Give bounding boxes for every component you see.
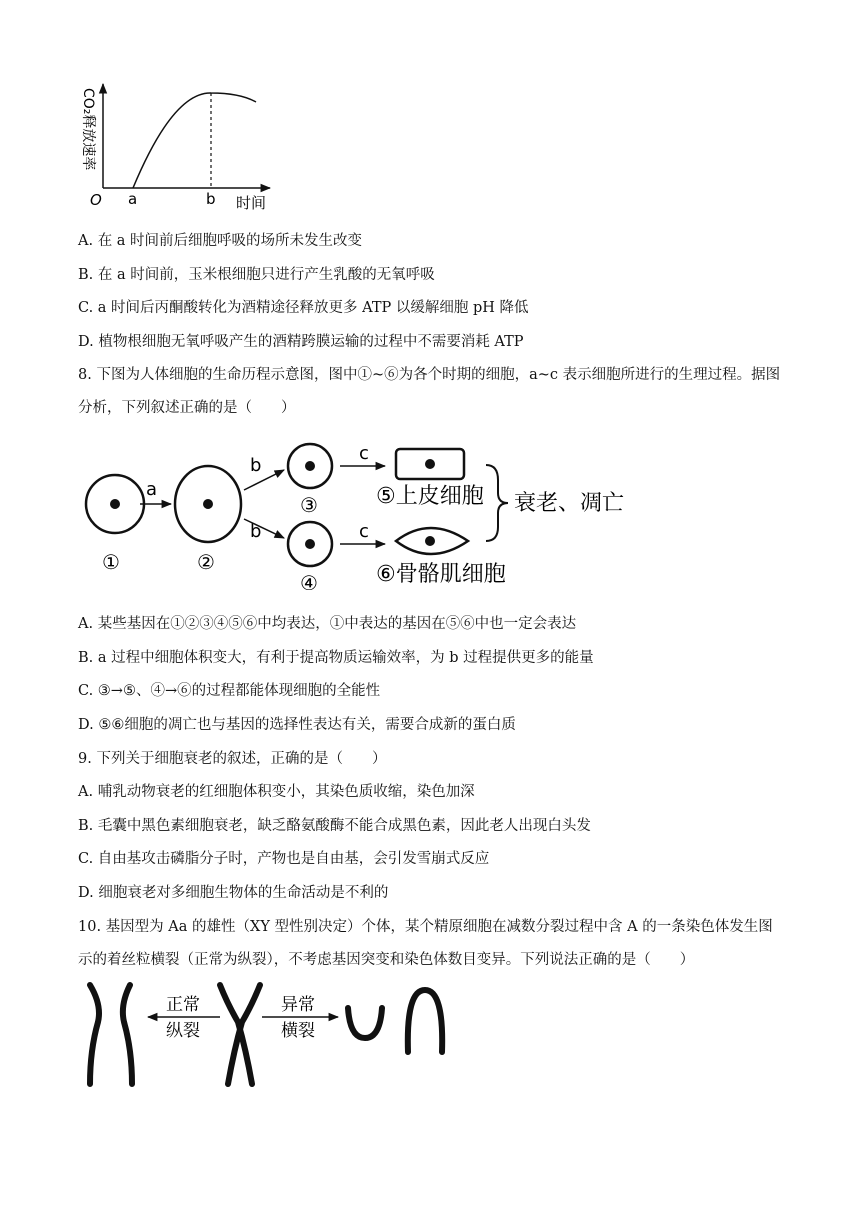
longitudinal-split-chromatids: [90, 985, 132, 1084]
chromosome-x: [220, 985, 260, 1084]
normal-label-1: 正常: [166, 995, 200, 1015]
q10-stem: 10. 基因型为 Aa 的雄性（XY 型性别决定）个体，某个精原细胞在减数分裂过程中含 A 的一条染色体发生图示的着丝粒横裂（正常为纵裂），不考虑基因突变和染色体数目变异。下列说法正确的是（ ）: [78, 919, 773, 968]
q8-option-c: C. ③→⑤、④→⑥的过程都能体现细胞的全能性: [78, 683, 381, 699]
q9-option-a: A. 哺乳动物衰老的红细胞体积变小，其染色质收缩，染色加深: [78, 784, 475, 800]
cell-3-label: ③: [300, 493, 318, 517]
arrow-c-lower-label: c: [359, 521, 369, 542]
cell-6-nucleus: [425, 536, 435, 546]
arrow-b-lower-label: b: [250, 521, 262, 542]
q9-stem: 9. 下列关于细胞衰老的叙述，正确的是（ ）: [78, 751, 387, 767]
arrow-b-upper-label: b: [250, 455, 262, 476]
x-axis-label: 时间: [236, 194, 267, 212]
q7-option-a: A. 在 a 时间前后细胞呼吸的场所未发生改变: [78, 233, 363, 249]
y-axis-label: CO₂释放速率: [80, 88, 96, 171]
q7-option-b: B. 在 a 时间前，玉米根细胞只进行产生乳酸的无氧呼吸: [78, 267, 435, 283]
transverse-split-upper: [408, 990, 442, 1052]
cell-1-nucleus: [110, 499, 120, 509]
rate-curve: [133, 93, 256, 188]
tick-a-label: a: [128, 190, 138, 208]
arrow-a-label: a: [146, 479, 158, 500]
q8-stem: 8. 下图为人体细胞的生命历程示意图，图中①~⑥为各个时期的细胞，a~c 表示细胞所进行的生理过程。据图分析，下列叙述正确的是（ ）: [78, 367, 781, 416]
tick-b-label: b: [206, 190, 216, 208]
q8-option-a: A. 某些基因在①②③④⑤⑥中均表达，①中表达的基因在⑤⑥中也一定会表达: [78, 616, 577, 632]
cell-5-nucleus: [425, 459, 435, 469]
right-brace: [486, 465, 508, 541]
q8-option-d: D. ⑤⑥细胞的凋亡也与基因的选择性表达有关，需要合成新的蛋白质: [78, 717, 516, 733]
cell-4-label: ④: [300, 571, 318, 590]
cell-2-nucleus: [203, 499, 213, 509]
q7-option-c: C. a 时间后丙酮酸转化为酒精途径释放更多 ATP 以缓解细胞 pH 降低: [78, 300, 529, 316]
cell-1-label: ①: [102, 550, 120, 574]
cell-4-nucleus: [305, 539, 315, 549]
origin-label: O: [90, 191, 102, 209]
q7-option-d: D. 植物根细胞无氧呼吸产生的酒精跨膜运输的过程中不需要消耗 ATP: [78, 334, 524, 350]
cell-3-nucleus: [305, 461, 315, 471]
normal-label-2: 纵裂: [166, 1021, 200, 1041]
cell-5-label: ⑤上皮细胞: [376, 484, 484, 509]
cell-6-label: ⑥骨骼肌细胞: [376, 562, 506, 587]
cell-lifecycle-diagram: [78, 435, 648, 590]
senescence-apoptosis-label: 衰老、凋亡: [514, 491, 625, 516]
abnormal-label-2: 横裂: [281, 1021, 315, 1041]
cell-2-label: ②: [197, 550, 215, 574]
transverse-split-lower: [348, 1008, 382, 1038]
q8-option-b: B. a 过程中细胞体积变大，有利于提高物质运输效率，为 b 过程提供更多的能量: [78, 650, 594, 666]
chromosome-split-diagram: [78, 980, 458, 1090]
q9-option-d: D. 细胞衰老对多细胞生物体的生命活动是不利的: [78, 885, 389, 901]
co2-release-graph: [78, 78, 278, 218]
q9-option-b: B. 毛囊中黑色素细胞衰老，缺乏酪氨酸酶不能合成黑色素，因此老人出现白头发: [78, 818, 591, 834]
q9-option-c: C. 自由基攻击磷脂分子时，产物也是自由基，会引发雪崩式反应: [78, 851, 490, 867]
arrow-c-upper-label: c: [359, 443, 369, 464]
abnormal-label-1: 异常: [281, 995, 315, 1015]
